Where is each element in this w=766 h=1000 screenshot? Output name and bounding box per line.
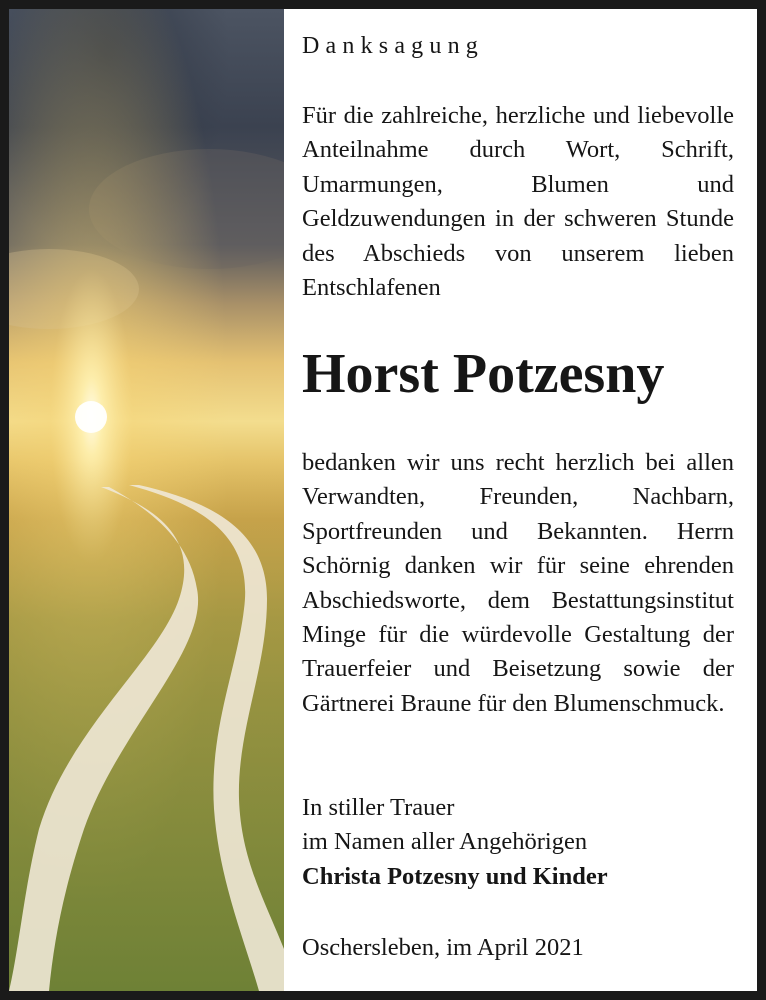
obituary-notice bbox=[9, 9, 757, 991]
sunset-path-photo bbox=[9, 9, 284, 991]
signatories: Christa Potzesny und Kinder bbox=[302, 862, 608, 890]
text-column bbox=[302, 9, 742, 991]
closing-block bbox=[302, 791, 608, 894]
closing-line-1: In stiller Trauer bbox=[302, 794, 455, 821]
notice-heading: Danksagung bbox=[302, 33, 484, 59]
closing-line-2: im Namen aller Angehörigen bbox=[302, 828, 588, 856]
deceased-name: Horst Potzesny bbox=[302, 343, 665, 405]
place-date: Oschersleben, im April 2021 bbox=[302, 934, 584, 961]
thanks-paragraph: bedanken wir uns recht herzlich bei allen Verwandten, Freunden, Nachbarn, Sportfreunden und Bekannten. Herrn Schörnig danken wir für seine ehrenden Abschiedsworte, dem Bestattungsinstitut Minge für die würdevolle Gestaltung der Trauerfeier und Beisetzung sowie der Gärtnerei Braune für den Blumenschmuck. bbox=[302, 449, 734, 717]
intro-paragraph: Für die zahlreiche, herzliche und liebevolle Anteilnahme durch Wort, Schrift, Umarmungen, Blumen und Geldzuwendungen in der schweren Stunde des Abschieds von unserem lieben Entschlafenen bbox=[302, 102, 734, 302]
